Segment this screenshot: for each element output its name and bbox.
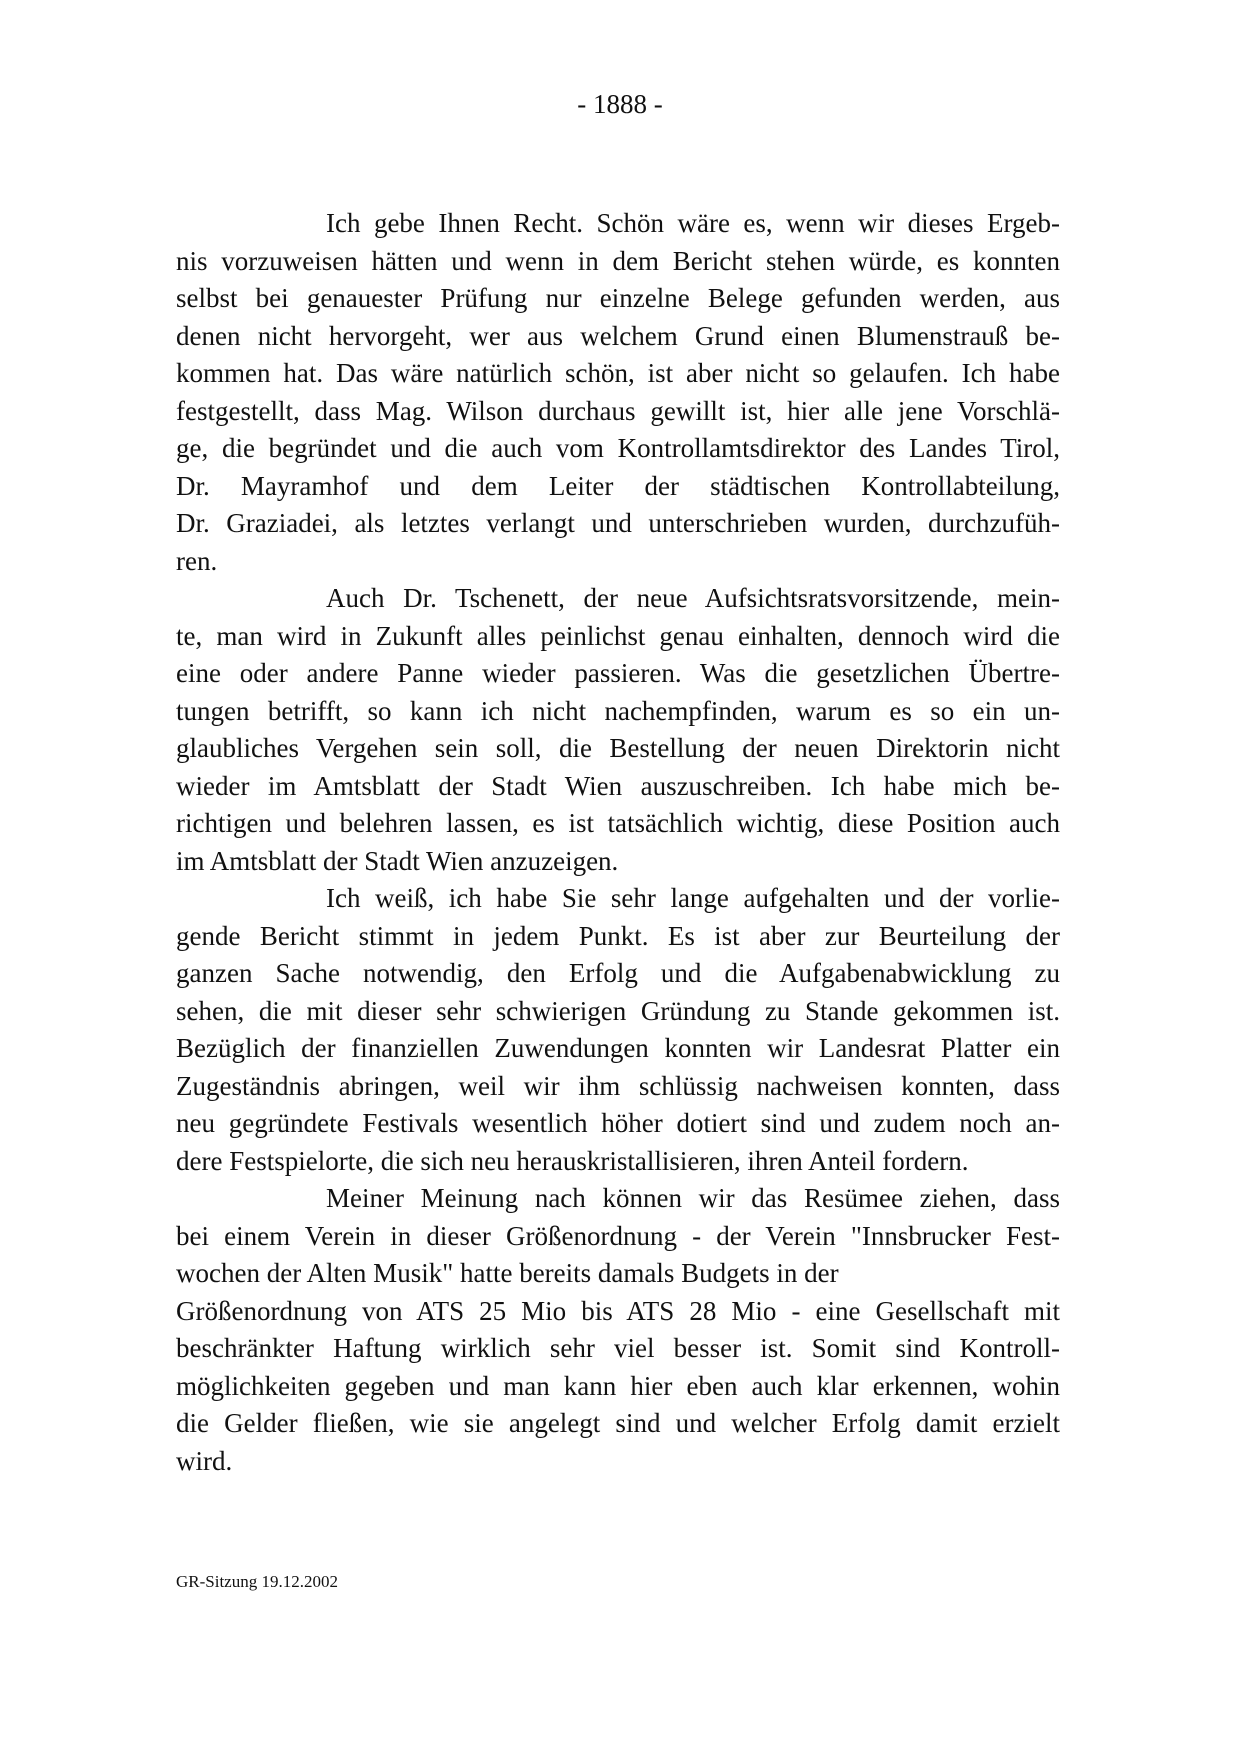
text-line: Dr. Mayramhof und dem Leiter der städtischen Kontrollabteilung, — [176, 470, 1060, 501]
text-line: Ich gebe Ihnen Recht. Schön wäre es, wenn wir dieses Ergeb- — [326, 208, 1060, 238]
text-line: gende Bericht stimmt in jedem Punkt. Es ist aber zur Beurteilung der — [176, 920, 1060, 951]
text-line: kommen hat. Das wäre natürlich schön, ist aber nicht so gelaufen. Ich habe — [176, 358, 1060, 388]
page-number: - 1888 - — [577, 89, 663, 119]
text-line: neu gegründete Festivals wesentlich höher dotiert sind und zudem noch an- — [176, 1108, 1060, 1138]
paragraph — [176, 205, 1060, 580]
text-line: Größenordnung von ATS 25 Mio bis ATS 28 Mio - eine Gesellschaft mit — [176, 1295, 1060, 1326]
paragraph — [176, 1180, 1060, 1480]
text-line: dere Festspielorte, die sich neu herauskristallisieren, ihren Anteil fordern. — [176, 1145, 969, 1176]
text-line: Ich weiß, ich habe Sie sehr lange aufgehalten und der vorlie- — [326, 883, 1060, 913]
text-line: selbst bei genauester Prüfung nur einzelne Belege gefunden werden, aus — [176, 283, 1060, 313]
text-line: richtigen und belehren lassen, es ist tatsächlich wichtig, diese Position auch — [176, 808, 1060, 838]
text-line: beschränkter Haftung wirklich sehr viel besser ist. Somit sind Kontroll- — [176, 1333, 1060, 1363]
text-line: nis vorzuweisen hätten und wenn in dem Bericht stehen würde, es konnten — [176, 245, 1060, 276]
text-line: denen nicht hervorgeht, wer aus welchem Grund einen Blumenstrauß be- — [176, 320, 1060, 351]
footer-session-date: GR-Sitzung 19.12.2002 — [176, 1572, 338, 1591]
text-line: möglichkeiten gegeben und man kann hier eben auch klar erkennen, wohin — [176, 1370, 1060, 1401]
text-line: glaubliches Vergehen sein soll, die Bestellung der neuen Direktorin nicht — [176, 733, 1060, 763]
text-line: tungen betrifft, so kann ich nicht nachempfinden, warum es so ein un- — [176, 695, 1060, 726]
text-line: Zugeständnis abringen, weil wir ihm schlüssig nachweisen konnten, dass — [176, 1070, 1060, 1101]
document-body — [176, 205, 1060, 1480]
text-line: ganzen Sache notwendig, den Erfolg und die Aufgabenabwicklung zu — [176, 958, 1060, 988]
text-line: Auch Dr. Tschenett, der neue Aufsichtsratsvorsitzende, mein- — [326, 583, 1060, 613]
text-line: ren. — [176, 545, 218, 576]
paragraph — [176, 580, 1060, 880]
text-line: sehen, die mit dieser sehr schwierigen Gründung zu Stande gekommen ist. — [176, 995, 1060, 1026]
text-line: te, man wird in Zukunft alles peinlichst genau einhalten, dennoch wird die — [176, 620, 1060, 651]
text-line: ge, die begründet und die auch vom Kontrollamtsdirektor des Landes Tirol, — [176, 433, 1060, 463]
text-line: eine oder andere Panne wieder passieren. Was die gesetzlichen Übertre- — [176, 658, 1060, 688]
text-line: Bezüglich der finanziellen Zuwendungen konnten wir Landesrat Platter ein — [176, 1033, 1060, 1063]
text-line: festgestellt, dass Mag. Wilson durchaus gewillt ist, hier alle jene Vorschlä- — [176, 395, 1060, 426]
text-line: wird. — [176, 1445, 233, 1476]
text-line: Dr. Graziadei, als letztes verlangt und unterschrieben wurden, durchzufüh- — [176, 508, 1060, 538]
text-line: wieder im Amtsblatt der Stadt Wien auszuschreiben. Ich habe mich be- — [176, 770, 1060, 801]
text-line: Meiner Meinung nach können wir das Resümee ziehen, dass — [326, 1183, 1060, 1213]
text-line: im Amtsblatt der Stadt Wien anzuzeigen. — [176, 845, 619, 876]
paragraph — [176, 880, 1060, 1180]
text-line: bei einem Verein in dieser Größenordnung - der Verein "Innsbrucker Fest- — [176, 1220, 1060, 1251]
text-line: wochen der Alten Musik" hatte bereits damals Budgets in der — [176, 1258, 839, 1288]
text-line: die Gelder fließen, wie sie angelegt sind und welcher Erfolg damit erzielt — [176, 1408, 1060, 1438]
